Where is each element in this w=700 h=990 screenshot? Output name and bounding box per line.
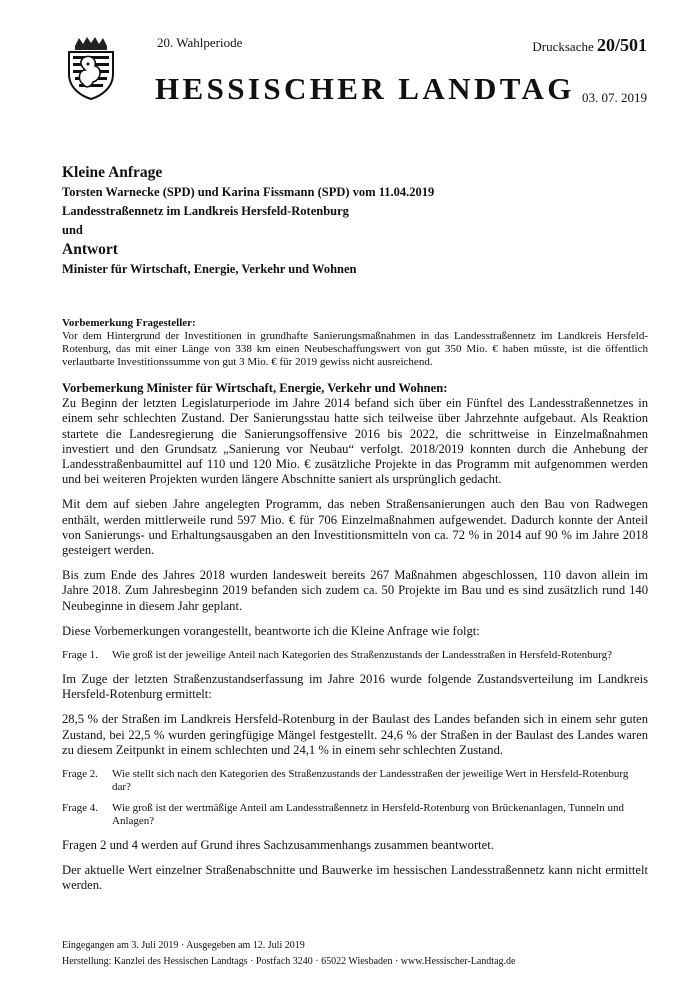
subject-line: Landesstraßennetz im Landkreis Hersfeld-Rotenburg: [62, 204, 349, 218]
paragraph-1: Zu Beginn der letzten Legislaturperiode im Jahre 2014 befand sich über ein Fünftel des Landesstraßennetzes in einem sehr schlechten Zustand. Der Sanierungsstau hatte sich teilweise über Jahrzehnte aufgebaut. Als Reaktion startete die Landesregierung die Sanierungsoffensive 2016 bis 2022, die schrittweise in Einzelmaßnahmen investiert und den Grundsatz „Sanierung vor Neubau“ verfolgt. 2018/2019 konnten durch die Anhebung der Landesstraßenbaumittel auf 110 und 120 Mio. € zusätzliche Projekte in das Programm mit aufgenommen werden und bei weiteren Projekten wurden längere Abschnitte saniert als ursprünglich gedacht.: [62, 396, 648, 487]
hessen-coat-of-arms-icon: [63, 36, 119, 100]
drucksache-label: Drucksache: [532, 39, 594, 54]
und-line: und: [62, 223, 83, 237]
wahlperiode: 20. Wahlperiode: [157, 35, 243, 50]
minister-line: Minister für Wirtschaft, Energie, Verkehr und Wohnen: [62, 262, 357, 276]
footer: [62, 938, 515, 970]
question-4: [62, 802, 648, 828]
question-1-label: Frage 1.: [62, 649, 99, 662]
footer-dates: Eingegangen am 3. Juli 2019 · Ausgegeben am 12. Juli 2019: [62, 940, 305, 951]
parliament-title: HESSISCHER LANDTAG: [155, 71, 575, 106]
paragraph-3: Bis zum Ende des Jahres 2018 wurden landesweit bereits 267 Maßnahmen abgeschlossen, 110 davon allein im Jahre 2018. Zum Jahresbeginn 2019 befanden sich zudem ca. 50 Projekte im Bau und es sind zusätzlich rund 140 Neubeginne in diesem Jahr geplant.: [62, 568, 648, 613]
kleine-anfrage-heading: Kleine Anfrage: [62, 164, 163, 181]
paragraph-4: Diese Vorbemerkungen vorangestellt, beantworte ich die Kleine Anfrage wie folgt:: [62, 623, 480, 638]
vorbemerkung-fragesteller-title: Vorbemerkung Fragesteller:: [62, 317, 196, 329]
footer-publisher: Herstellung: Kanzlei des Hessischen Landtags · Postfach 3240 · 65022 Wiesbaden · www.Hessischer-Landtag.de: [62, 956, 516, 967]
paragraph-7: Fragen 2 und 4 werden auf Grund ihres Sachzusammenhangs zusammen beantwortet.: [62, 838, 494, 853]
authors-line: Torsten Warnecke (SPD) und Karina Fissmann (SPD) vom 11.04.2019: [62, 185, 435, 199]
paragraph-5: Im Zuge der letzten Straßenzustandserfassung im Jahre 2016 wurde folgende Zustandsverteilung im Landkreis Hersfeld-Rotenburg ermittelt:: [62, 672, 648, 702]
document-body: [62, 164, 648, 894]
drucksache-number: 20/501: [596, 35, 647, 55]
drucksache: [532, 35, 647, 56]
document-date: 03. 07. 2019: [582, 90, 647, 105]
paragraph-6: 28,5 % der Straßen im Landkreis Hersfeld-Rotenburg in der Baulast des Landes befanden sich in einem sehr guten Zustand, bei 22,5 % wurden geringfügige Mängel festgestellt. 24,6 % der Straßen in der Baulast des Landes waren zu diesem Zeitpunkt in einem schlechten und 24,1 % in einem sehr schlechten Zustand.: [62, 712, 648, 757]
vorbemerkung-minister-title: Vorbemerkung Minister für Wirtschaft, Energie, Verkehr und Wohnen:: [62, 381, 448, 395]
question-4-text: Wie groß ist der wertmäßige Anteil am Landesstraßennetz in Hersfeld-Rotenburg von Brückenanlagen, Tunneln und Anlagen?: [112, 802, 624, 828]
paragraph-8: Der aktuelle Wert einzelner Straßenabschnitte und Bauwerke im hessischen Landesstraßennetz kann nicht ermittelt werden.: [62, 863, 648, 893]
question-4-label: Frage 4.: [62, 802, 99, 815]
vorbemerkung-fragesteller-text: Vor dem Hintergrund der Investitionen in grundhafte Sanierungsmaßnahmen in das Landesstraßennetz im Landkreis Hersfeld-Rotenburg, das mit einer Länge von 338 km einen Neubeschaffungswert von gut 350 Mio. € haben müsste, ist die öffentlich verlautbarte Investitionssumme von gut 3 Mio. € für 2019 gewiss nicht ausreichend.: [62, 330, 648, 368]
antwort-heading: Antwort: [62, 241, 118, 258]
question-1-text: Wie groß ist der jeweilige Anteil nach Kategorien des Straßenzustands der Landesstraßen in Hersfeld-Rotenburg?: [112, 649, 613, 662]
paragraph-2: Mit dem auf sieben Jahre angelegten Programm, das neben Straßensanierungen auch den Bau von Radwegen enthält, werden mittlerweile rund 597 Mio. € für 706 Einzelmaßnahmen aufgewendet. Dadurch konnte der Anteil von Sanierungs- und Erhaltungsausgaben an den Investitionsmitteln von ca. 72 % in 2014 auf 90 % im Jahre 2018 gesteigert werden.: [62, 497, 648, 558]
question-2-label: Frage 2.: [62, 768, 99, 781]
question-1: [62, 649, 648, 662]
question-2-text: Wie stellt sich nach den Kategorien des Straßenzustands der Landesstraßen der jeweilige Wert in Hersfeld-Rotenburg dar?: [112, 768, 629, 794]
question-2: [62, 768, 648, 794]
